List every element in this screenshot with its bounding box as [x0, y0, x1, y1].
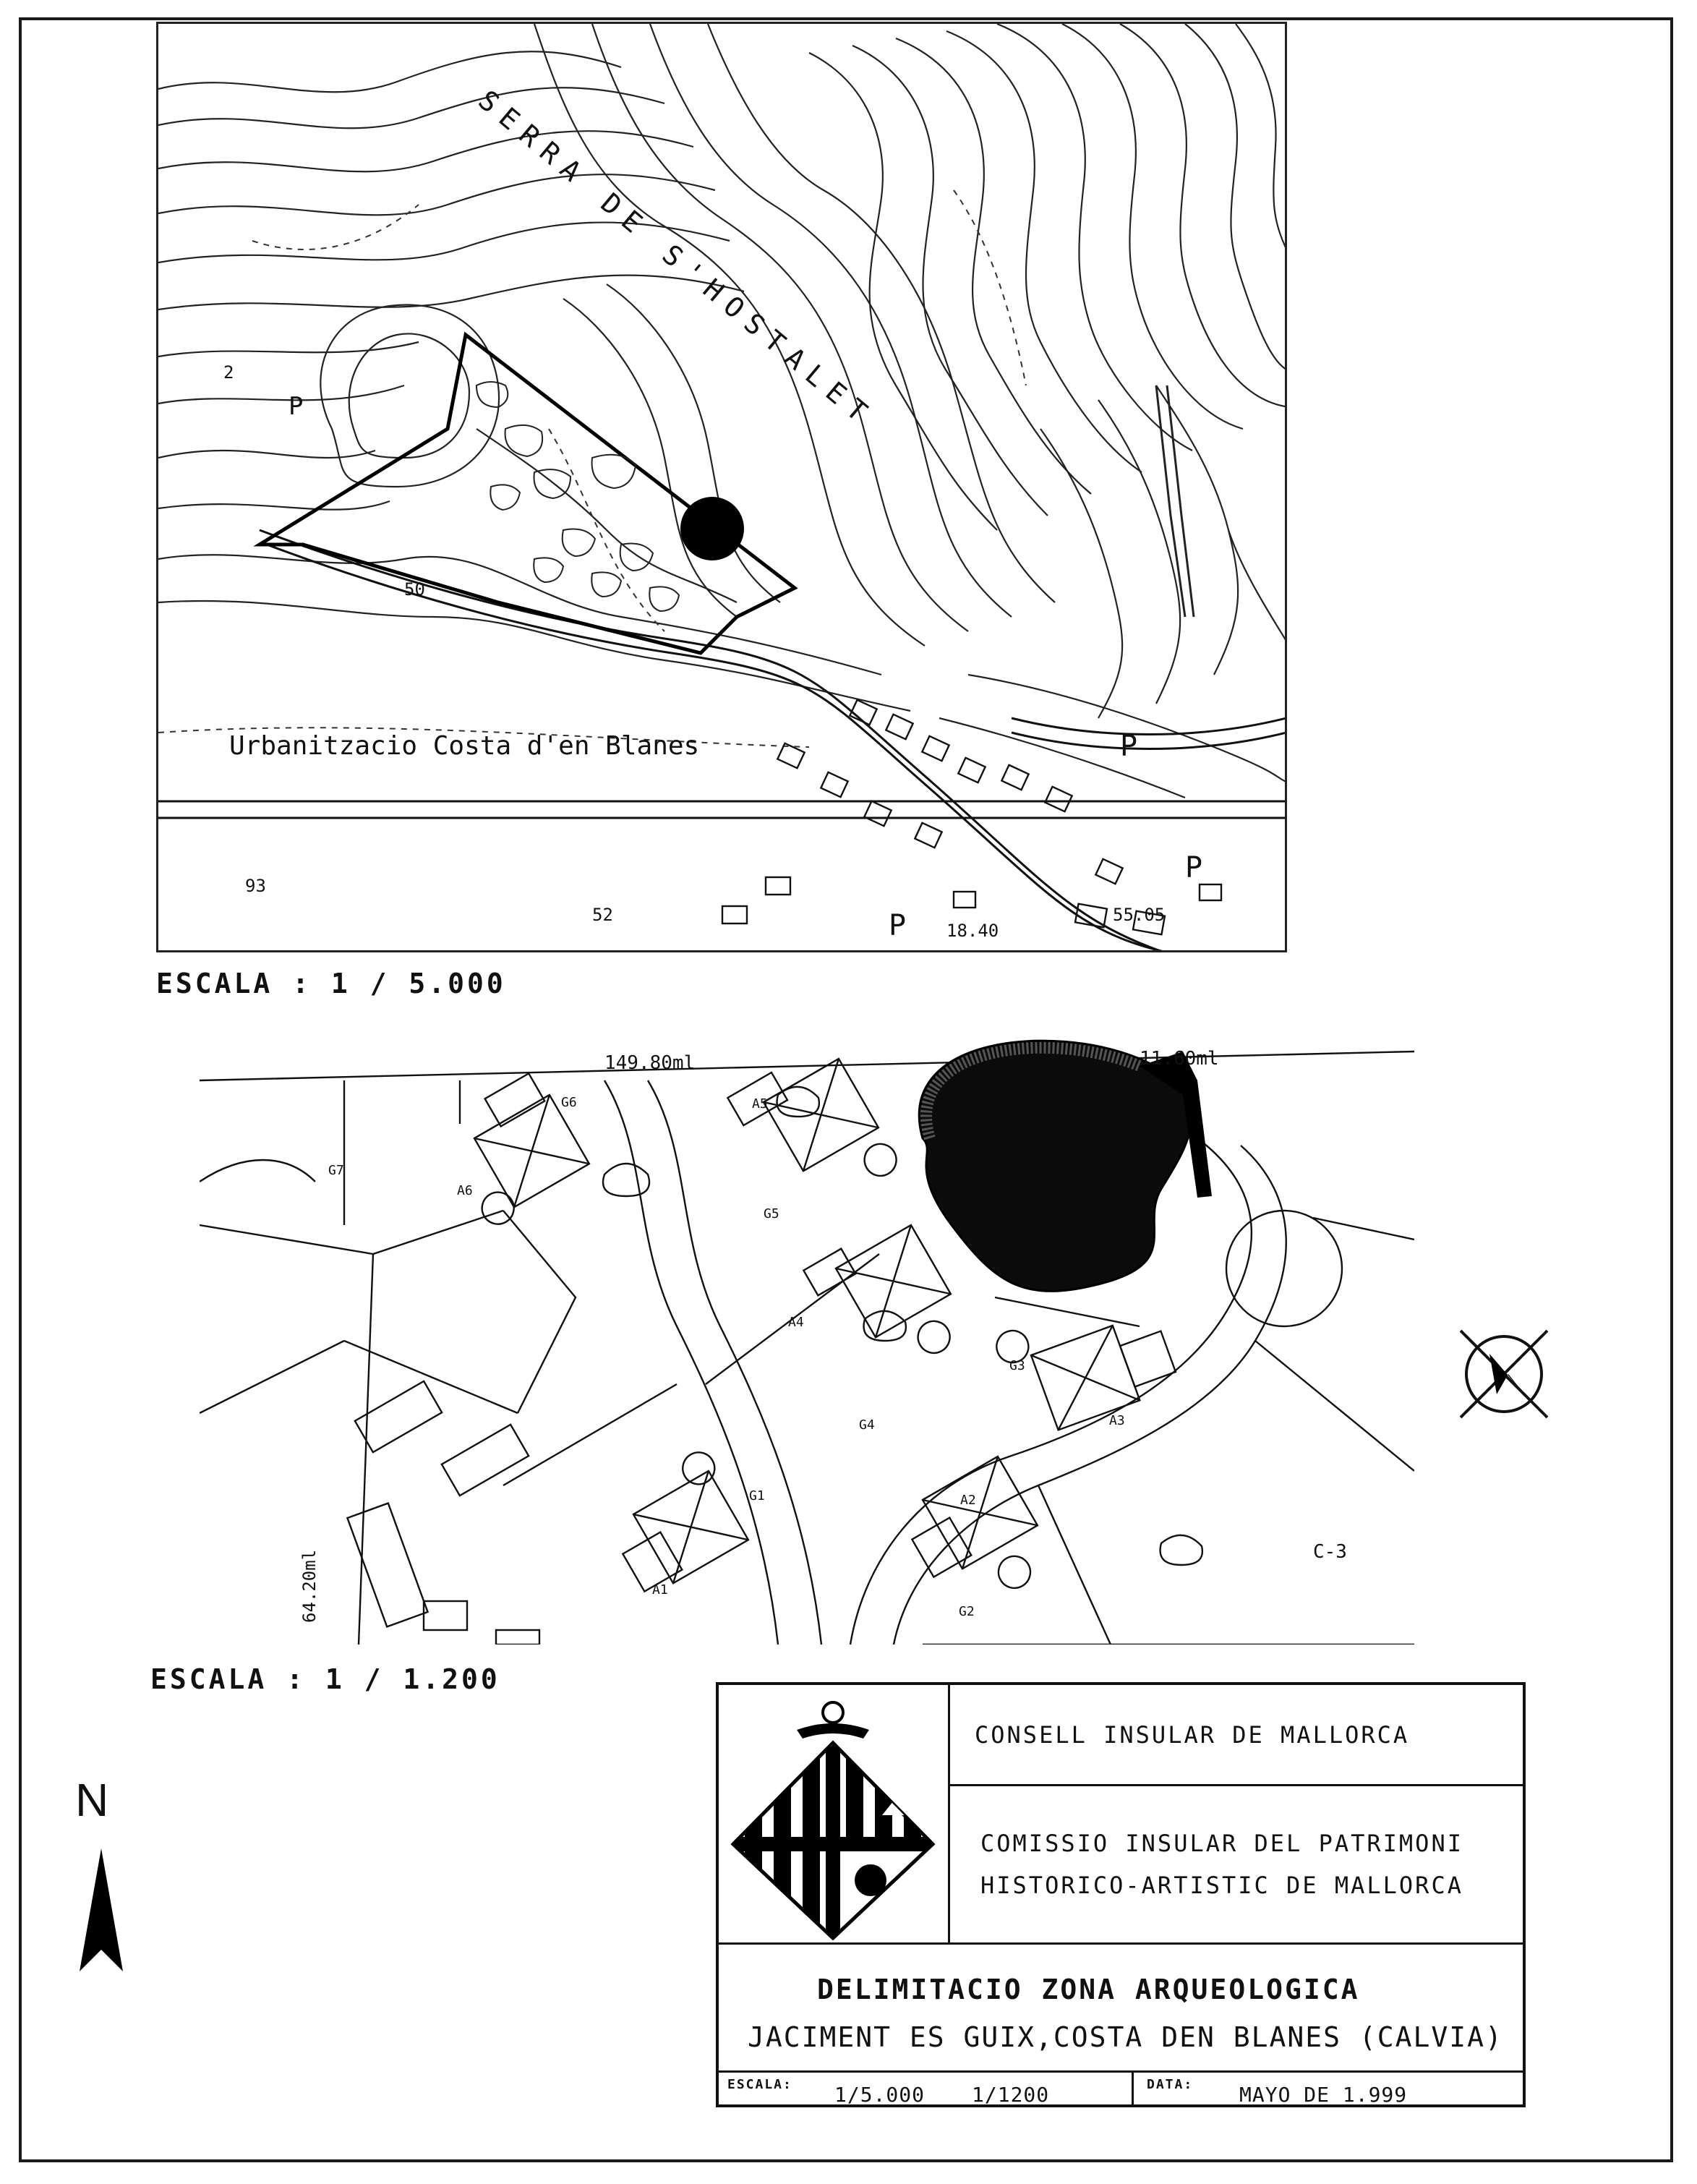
spot-height-2: 52 [592, 905, 613, 925]
parking-label-1: P [1120, 730, 1138, 763]
scale-label-bottom: ESCALA : 1 / 1.200 [150, 1663, 500, 1695]
scale-cell [719, 2073, 1134, 2107]
parking-label-3: P [889, 909, 907, 942]
dimension-right: 11.60ml [1140, 1048, 1219, 1070]
org-name-block [950, 1786, 1523, 1942]
dimension-left: 64.20ml [299, 1549, 320, 1623]
plot-label-g5: G5 [764, 1206, 779, 1221]
parking-label-2: P [1185, 851, 1203, 884]
dimension-top: 149.80ml [604, 1052, 696, 1074]
drawing-title-line2: JACIMENT ES GUIX,COSTA DEN BLANES (CALVIA) [748, 2021, 1503, 2053]
date-cell-label: DATA: [1147, 2077, 1194, 2092]
archaeological-zone [919, 1041, 1192, 1291]
title-block [716, 1682, 1526, 2107]
topographic-map [156, 22, 1287, 952]
plot-label-a5: A5 [752, 1096, 768, 1112]
spot-height-3: 18.40 [946, 921, 999, 941]
drawing-title [719, 1942, 1523, 2073]
plot-label-g3: G3 [1009, 1358, 1025, 1373]
date-cell-value: MAYO DE 1.999 [1239, 2083, 1408, 2107]
scale-cell-value2: 1/1200 [972, 2083, 1050, 2107]
plot-label-g4: G4 [859, 1417, 875, 1433]
drawing-title-line1: DELIMITACIO ZONA ARQUEOLOGICA [817, 1974, 1360, 2005]
org-name-line2: COMISSIO INSULAR DEL PATRIMONI [980, 1830, 1463, 1857]
plot-label-g6: G6 [561, 1095, 577, 1110]
org-name-line3: HISTORICO-ARTISTIC DE MALLORCA [980, 1872, 1463, 1899]
coat-of-arms-logo [719, 1685, 950, 1942]
zone-code: C-3 [1313, 1541, 1347, 1563]
scale-cell-value1: 1/5.000 [834, 2083, 926, 2107]
plot-label-g7: G7 [328, 1163, 344, 1178]
plot-label-g1: G1 [749, 1488, 765, 1503]
plot-label-a4: A4 [788, 1315, 804, 1330]
parking-label-4: P [288, 392, 304, 421]
archaeological-site-marker [680, 497, 744, 560]
scale-cell-label: ESCALA: [727, 2077, 792, 2092]
plot-label-a6: A6 [457, 1183, 473, 1198]
spot-height-4: 55.05 [1113, 905, 1166, 925]
spot-height-6: 2 [223, 362, 234, 383]
compass-arrow-icon [1453, 1323, 1555, 1425]
topographic-map-drawing [158, 24, 1287, 952]
scale-label-top: ESCALA : 1 / 5.000 [156, 968, 506, 999]
site-plan [200, 1008, 1414, 1645]
plot-label-a2: A2 [960, 1493, 976, 1508]
ridge-label: SERRA DE S'HOSTALET [472, 84, 881, 435]
north-arrow-icon [72, 1776, 130, 1971]
plot-label-a1: A1 [652, 1582, 668, 1598]
title-block-footer [719, 2073, 1523, 2107]
spot-height-1: 93 [245, 876, 266, 896]
plot-label-a3: A3 [1109, 1413, 1125, 1428]
org-name-line1: CONSELL INSULAR DE MALLORCA [950, 1685, 1523, 1786]
site-plan-drawing [200, 1008, 1414, 1645]
plot-label-g2: G2 [959, 1604, 975, 1619]
north-letter: N [75, 1774, 109, 1826]
urbanization-label: Urbanitzacio Costa d'en Blanes [229, 731, 700, 761]
spot-height-5: 50 [404, 579, 425, 600]
